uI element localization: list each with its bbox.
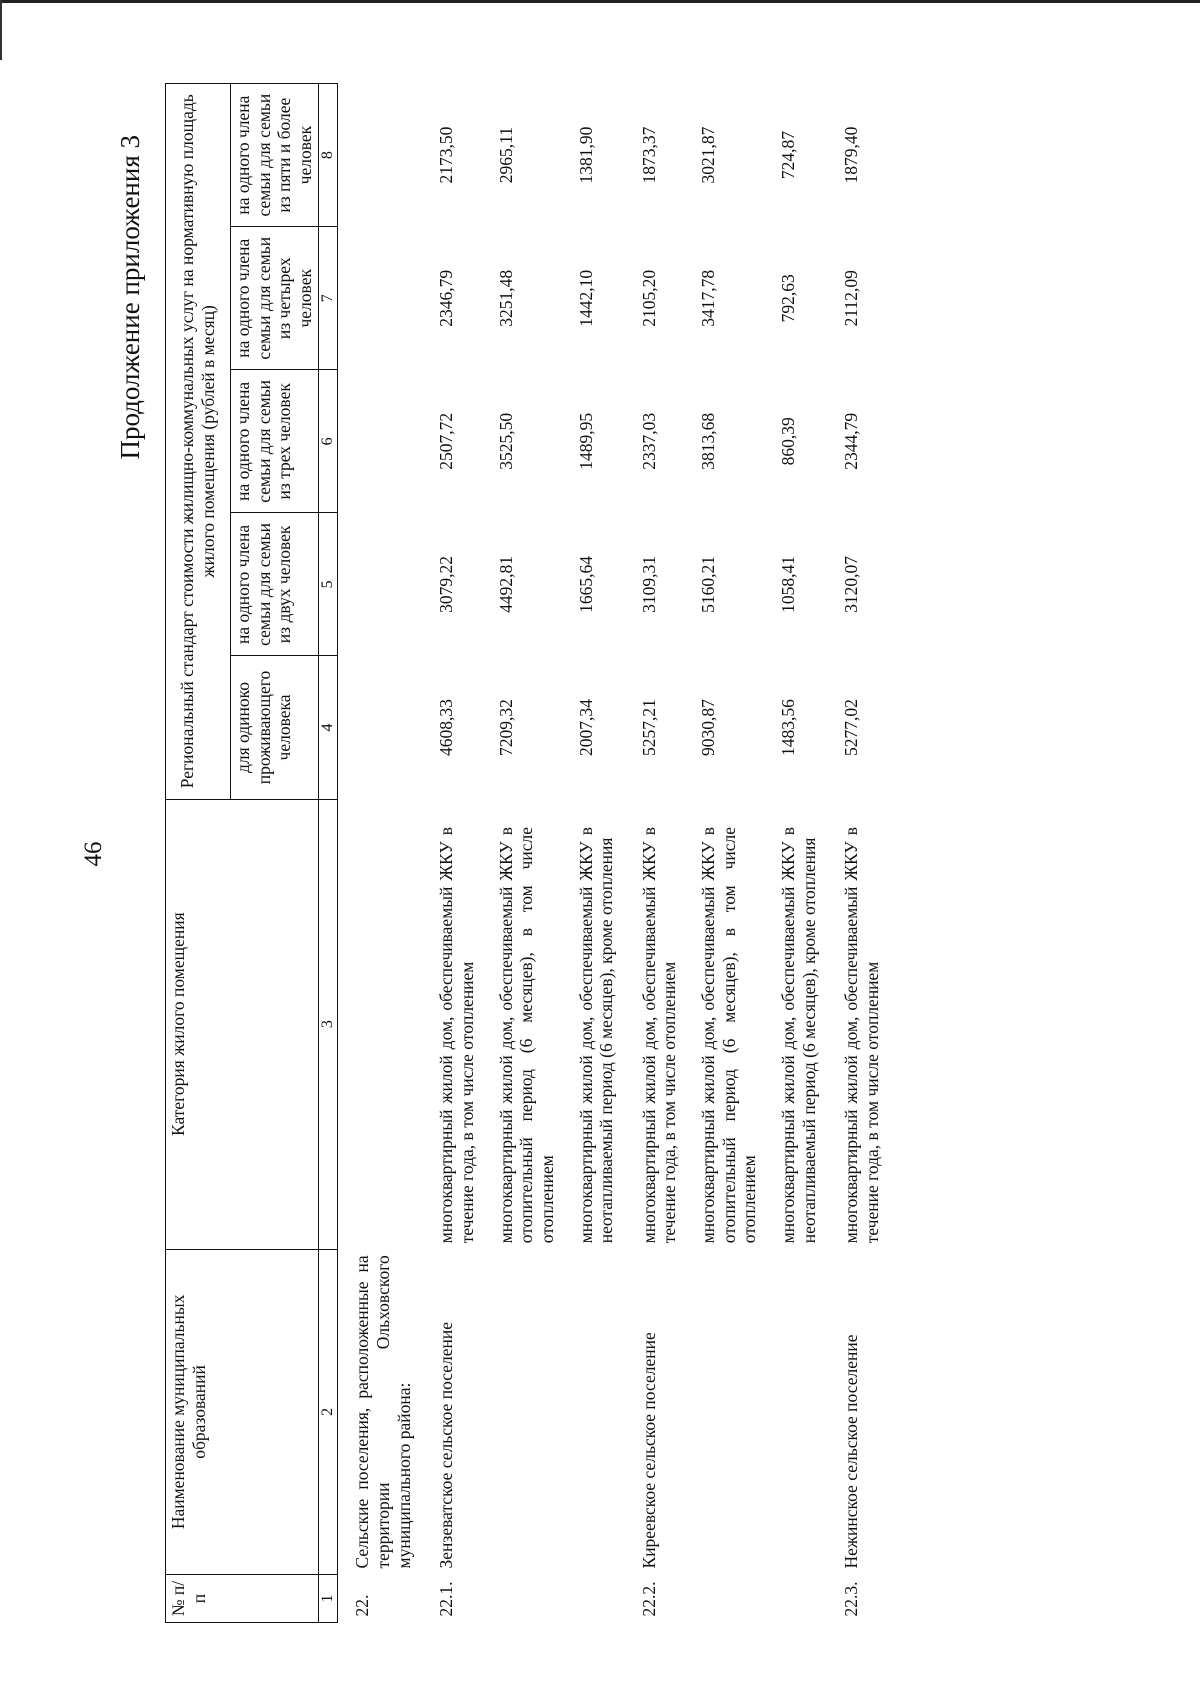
- row-value: 1381,90: [575, 126, 596, 184]
- header-sub-1: для одиноко проживающего человека: [231, 656, 319, 799]
- row-value: 4492,81: [495, 555, 516, 613]
- row-category: многоквартирный жилой дом, обеспечиваемый ЖКУ в неотапливаемый период (6 месяцев), кроме отопления: [778, 827, 819, 1244]
- table-row: [823, 84, 886, 1623]
- row-value: 2173,50: [436, 126, 457, 184]
- row-value: 1879,40: [841, 126, 862, 184]
- header-sub-3: на одного члена семьи для семьи из трех человек: [231, 370, 319, 513]
- row-value: 1665,64: [575, 555, 596, 613]
- table-row: [621, 84, 684, 1623]
- row-category: многоквартирный жилой дом, обеспечиваемый ЖКУ в отопительный период (6 месяцев), в том числе отоплением: [698, 827, 760, 1244]
- section-row: [338, 84, 418, 1623]
- row-value: 1489,95: [575, 412, 596, 470]
- row-value: 3525,50: [495, 412, 516, 470]
- row-value: 2346,79: [436, 269, 457, 327]
- column-number: 6: [318, 370, 338, 513]
- row-name: Киреевское сельское поселение: [638, 1332, 659, 1569]
- row-name: [684, 1249, 764, 1574]
- row-value: 3109,31: [638, 555, 659, 613]
- row-value: 7209,32: [495, 699, 516, 756]
- header-category: Категория жилого помещения: [166, 799, 319, 1249]
- header-standard: Региональный стандарт стоимости жилищно-коммунальных услуг на нормативную площадь жилого помещения (рублей в месяц): [166, 84, 231, 800]
- row-category: многоквартирный жилой дом, обеспечиваемый ЖКУ в отопительный период (6 месяцев), в том числе отоплением: [495, 827, 557, 1244]
- row-num: [562, 1574, 621, 1622]
- header-sub-2: на одного члена семьи для семьи из двух человек: [231, 513, 319, 656]
- row-value: 3079,22: [436, 555, 457, 613]
- row-name: [764, 1249, 823, 1574]
- row-value: 1483,56: [778, 699, 799, 756]
- row-value: 2112,09: [841, 270, 862, 327]
- row-num: [764, 1574, 823, 1622]
- page-number: 46: [80, 841, 107, 867]
- row-value: 2337,03: [638, 412, 659, 470]
- row-value: 3120,07: [841, 555, 862, 613]
- row-value: 1058,41: [778, 555, 799, 613]
- column-number: 3: [318, 799, 338, 1249]
- row-category: многоквартирный жилой дом, обеспечиваемый ЖКУ в течение года, в том числе отоплением: [638, 827, 680, 1244]
- row-value: 3021,87: [698, 126, 719, 184]
- row-category: многоквартирный жилой дом, обеспечиваемый ЖКУ в течение года, в том числе отоплением: [436, 827, 477, 1244]
- row-value: 4608,33: [436, 699, 457, 756]
- row-num: 22.2.: [638, 1581, 659, 1617]
- table-row: [418, 84, 481, 1623]
- row-name: Зензеватское сельское поселение: [436, 1321, 457, 1569]
- row-name: [482, 1249, 562, 1574]
- row-num: [482, 1574, 562, 1622]
- row-value: 1873,37: [638, 126, 659, 184]
- column-number: 4: [318, 656, 338, 799]
- row-value: 792,63: [778, 274, 799, 323]
- row-value: 2007,34: [575, 699, 596, 756]
- row-value: 5160,21: [698, 555, 719, 613]
- row-value: 3251,48: [495, 269, 516, 327]
- row-category: многоквартирный жилой дом, обеспечиваемый ЖКУ в неотапливаемый период (6 месяцев), кроме отопления: [575, 827, 617, 1244]
- column-number: 5: [318, 513, 338, 656]
- row-value: 9030,87: [698, 699, 719, 756]
- housing-standard-table: [165, 83, 887, 1623]
- row-value: 860,39: [778, 417, 799, 466]
- header-sub-4: на одного члена семьи для семьи из четырех человек: [231, 227, 319, 370]
- row-value: 3417,78: [698, 269, 719, 327]
- row-value: 2507,72: [436, 412, 457, 470]
- section-name: Сельские поселения, расположенные на территории Ольховского муниципального района:: [352, 1255, 414, 1569]
- table-row: [684, 84, 764, 1623]
- row-value: 2965,11: [495, 127, 516, 184]
- row-value: 2105,20: [638, 269, 659, 327]
- column-number: 8: [318, 84, 338, 227]
- row-name: Нежинское сельское поселение: [841, 1334, 862, 1569]
- column-number: 2: [318, 1249, 338, 1574]
- continuation-title: Продолжение приложения 3: [115, 135, 145, 460]
- row-value: 5277,02: [841, 699, 862, 756]
- row-value: 724,87: [778, 131, 799, 180]
- column-number: 1: [318, 1574, 338, 1622]
- row-num: [684, 1574, 764, 1622]
- row-value: 5257,21: [638, 699, 659, 756]
- row-category: многоквартирный жилой дом, обеспечиваемый ЖКУ в течение года, в том числе отоплением: [841, 827, 882, 1244]
- row-value: 1442,10: [575, 269, 596, 327]
- header-num: № п/п: [166, 1574, 319, 1622]
- row-num: 22.3.: [841, 1581, 862, 1617]
- section-num: 22.: [352, 1594, 373, 1617]
- row-value: 2344,79: [841, 412, 862, 470]
- row-name: [562, 1249, 621, 1574]
- column-number: 7: [318, 227, 338, 370]
- header-sub-5: на одного члена семьи для семьи из пяти и более человек: [231, 84, 319, 227]
- row-value: 3813,68: [698, 412, 719, 470]
- table-row: [482, 84, 562, 1623]
- header-name: Наименование муниципальных образований: [166, 1249, 319, 1574]
- row-num: 22.1.: [436, 1581, 457, 1617]
- table-row: [562, 84, 621, 1623]
- table-row: [764, 84, 823, 1623]
